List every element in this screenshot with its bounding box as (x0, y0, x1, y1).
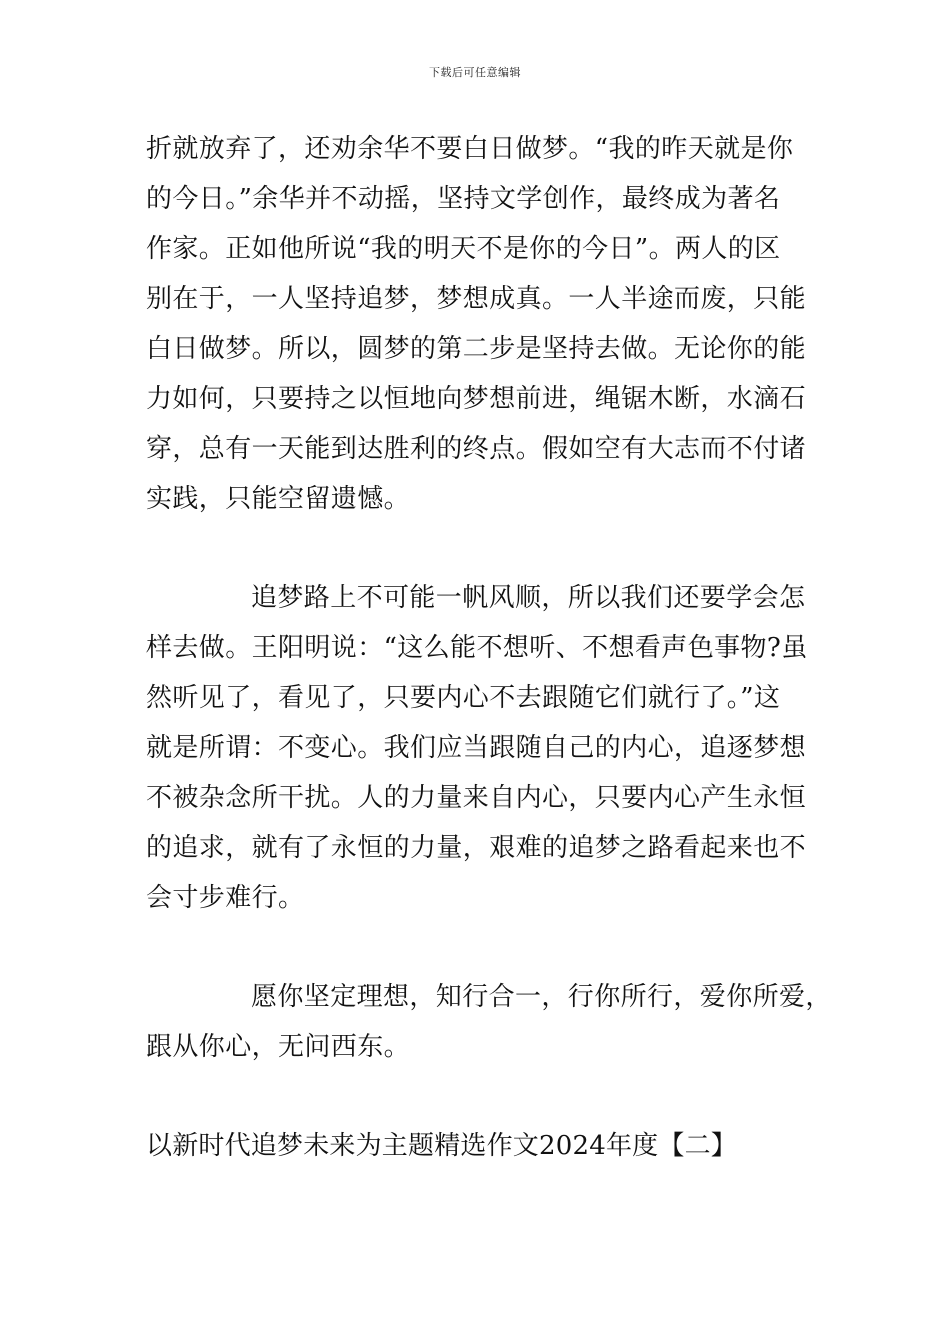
paragraph-line: 追梦路上不可能一帆风顺，所以我们还要学会怎 (251, 583, 806, 613)
section-heading: 以新时代追梦未来为主题精选作文2024年度【二】 (146, 1131, 737, 1161)
paragraph-line: 实践，只能空留遗憾。 (146, 484, 411, 514)
paragraph-line: 会寸步难行。 (146, 883, 305, 913)
paragraph-line: 样去做。王阳明说：“这么能不想听、不想看声色事物?虽 (146, 633, 808, 663)
paragraph-line: 别在于，一人坚持追梦，梦想成真。一人半途而废，只能 (146, 284, 807, 314)
paragraph-continued (146, 124, 818, 524)
paragraph-line: 不被杂念所干扰。人的力量来自内心，只要内心产生永恒 (146, 783, 807, 813)
paragraph-line: 就是所谓：不变心。我们应当跟随自己的内心，追逐梦想 (146, 733, 807, 763)
paragraph-line: 折就放弃了，还劝余华不要白日做梦。“我的昨天就是你 (146, 134, 794, 164)
paragraph-line: 然听见了，看见了，只要内心不去跟随它们就行了。”这 (146, 683, 781, 713)
paragraph-line: 作家。正如他所说“我的明天不是你的今日”。两人的区 (146, 234, 781, 264)
paragraph-line: 愿你坚定理想，知行合一，行你所行，爱你所爱， (251, 982, 832, 1012)
paragraph-line: 力如何，只要持之以恒地向梦想前进，绳锯木断，水滴石 (146, 384, 807, 414)
paragraph-closing (146, 972, 832, 1072)
paragraph-line: 白日做梦。所以，圆梦的第二步是坚持去做。无论你的能 (146, 334, 807, 364)
paragraph-line: 穿，总有一天能到达胜利的终点。假如空有大志而不付诸 (146, 434, 807, 464)
page-header: 下载后可任意编辑 (429, 66, 521, 79)
paragraph-pursuit (146, 573, 818, 923)
paragraph-line: 的追求，就有了永恒的力量，艰难的追梦之路看起来也不 (146, 833, 807, 863)
paragraph-line: 的今日。”余华并不动摇，坚持文学创作，最终成为著名 (146, 184, 781, 214)
paragraph-line: 跟从你心，无问西东。 (146, 1032, 411, 1062)
